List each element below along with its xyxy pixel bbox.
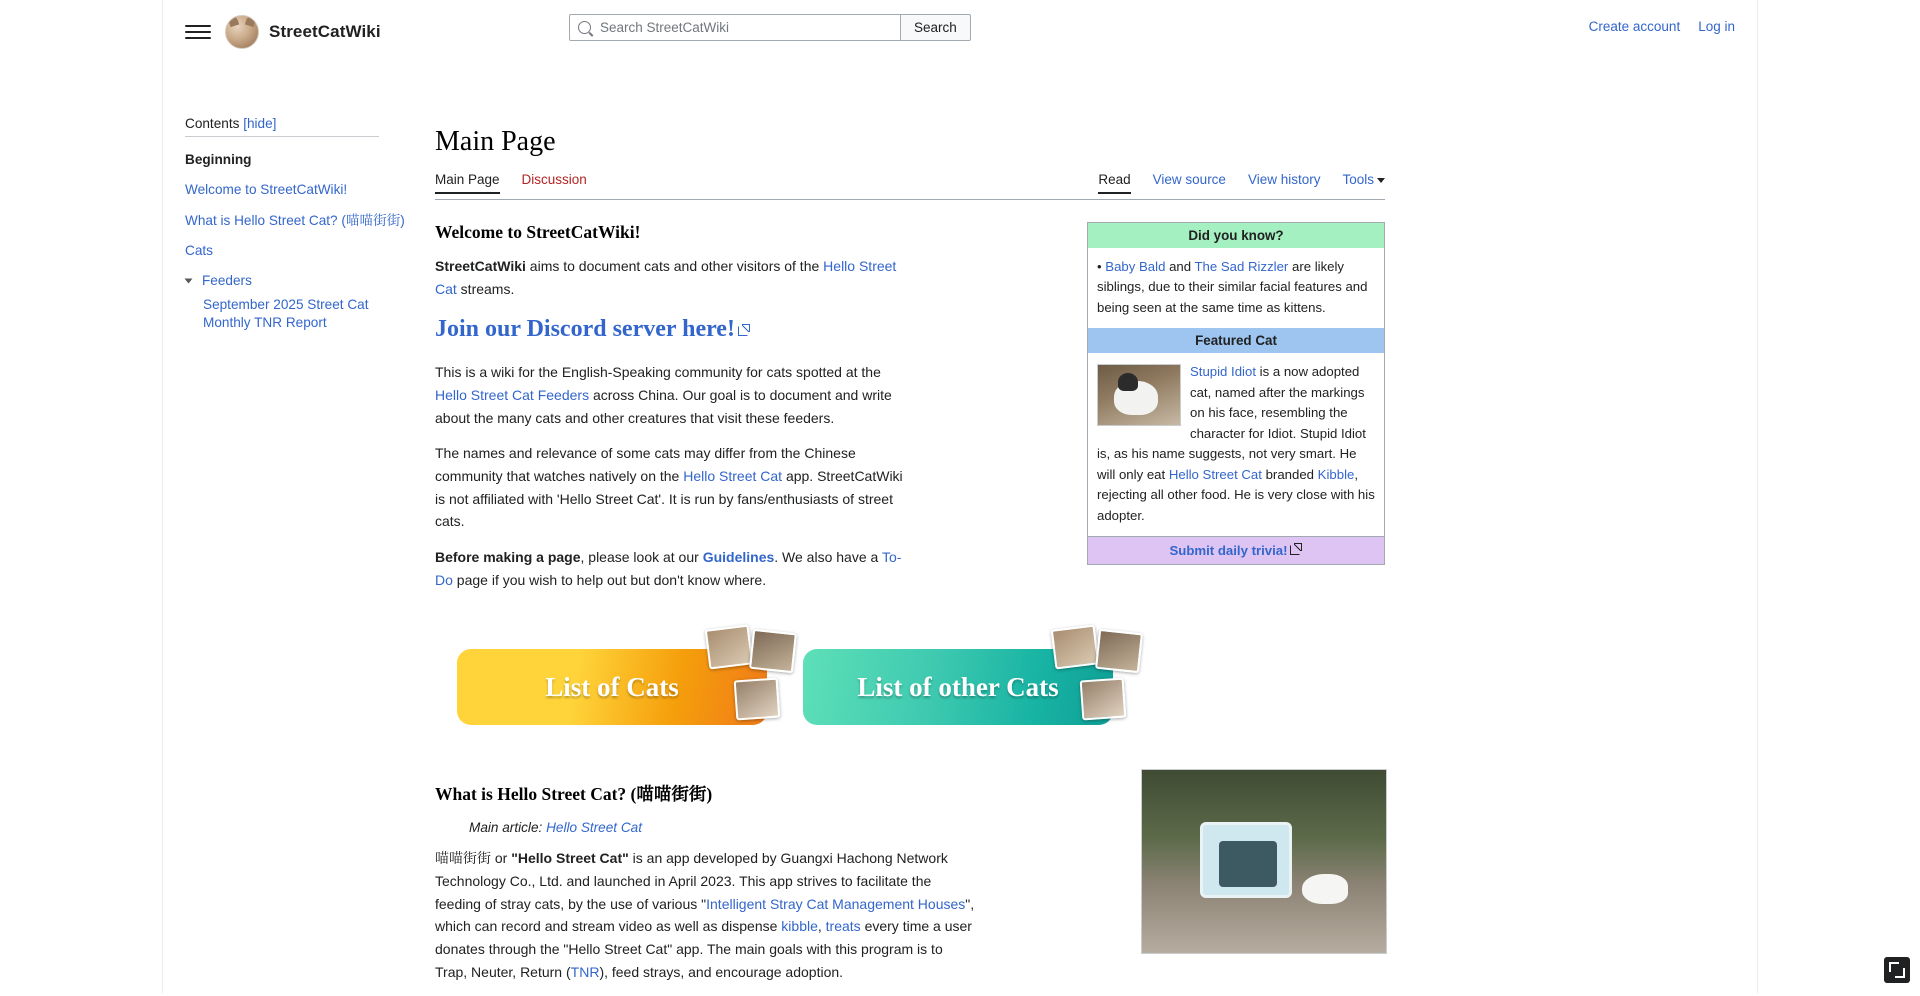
list-of-cats-label: List of Cats bbox=[545, 671, 679, 702]
lp-text-2: ", which can record and stream video as well as dispense bbox=[435, 895, 975, 935]
external-link-icon bbox=[738, 324, 750, 336]
toc-title: Contents bbox=[185, 116, 240, 131]
intro-text-1: aims to document cats and other visitors of the bbox=[525, 258, 824, 274]
paragraph-3 bbox=[435, 442, 905, 533]
p4-text-3: page if you wish to help out but don't know where. bbox=[452, 571, 767, 588]
lp-text-4: every time a user donates through the "Hello Street Cat" app. The main goals with this program is to Trap, Neuter, Return ( bbox=[435, 918, 972, 980]
featured-text-3: , rejecting all other food. He is very close with his adopter. bbox=[1097, 466, 1375, 523]
lp-bold-1: "Hello Street Cat" bbox=[511, 850, 629, 867]
did-you-know-body bbox=[1088, 248, 1384, 328]
intro-link-hsc[interactable]: Hello Street Cat bbox=[435, 258, 897, 297]
fullscreen-icon[interactable] bbox=[1884, 957, 1910, 983]
list-of-other-cats-label: List of other Cats bbox=[857, 671, 1059, 702]
welcome-heading: Welcome to StreetCatWiki! bbox=[435, 222, 641, 242]
lp-text-1: is an app developed by Guangxi Hachong Network Technology Co., Ltd. and launched in April 2023. This app strives to facilitate the feeding of stray cats, by the use of various " bbox=[435, 850, 948, 912]
toc-list bbox=[185, 145, 405, 343]
tab-main-page[interactable]: Main Page bbox=[435, 172, 500, 193]
lp-text-5: ), feed strays, and encourage adoption. bbox=[599, 963, 844, 980]
section-heading: What is Hello Street Cat? (喵喵街街) bbox=[435, 784, 713, 805]
chevron-down-icon bbox=[1377, 178, 1385, 183]
paragraph-2 bbox=[435, 361, 905, 429]
tools-label: Tools bbox=[1342, 172, 1374, 187]
did-you-know-header: Did you know? bbox=[1088, 223, 1384, 248]
article-left-column bbox=[435, 222, 905, 591]
article-body bbox=[435, 200, 1385, 983]
search-button[interactable]: Search bbox=[901, 14, 971, 41]
submit-trivia-link[interactable]: Submit daily trivia! bbox=[1169, 542, 1288, 558]
create-account-link[interactable]: Create account bbox=[1588, 19, 1681, 34]
toc-item-feeders[interactable] bbox=[185, 266, 405, 343]
lp-link-houses[interactable]: Intelligent Stray Cat Management Houses bbox=[706, 895, 966, 912]
submit-trivia-footer[interactable] bbox=[1088, 536, 1384, 564]
toc-item-welcome[interactable] bbox=[185, 175, 405, 205]
user-links bbox=[1589, 19, 1735, 34]
featured-text-1: is a now adopted cat, named after the markings on his face, resembling the character for Idiot. Stupid Idiot is, as his name suggests, not very smart. He will only eat bbox=[1097, 364, 1366, 482]
toc-item-cats[interactable] bbox=[185, 236, 405, 266]
p3-text-2: app. StreetCatWiki is not affiliated with 'Hello Street Cat'. It is run by fans/enthusiasts of street cats. bbox=[435, 468, 903, 530]
lower-paragraph bbox=[435, 847, 975, 983]
tools-dropdown[interactable] bbox=[1342, 172, 1385, 193]
p4-text-1: , please look at our bbox=[580, 549, 703, 566]
toc-header bbox=[185, 116, 379, 137]
list-of-cats-banner[interactable] bbox=[457, 649, 767, 725]
intro-bold: StreetCatWiki bbox=[435, 258, 526, 274]
dyk-link-sad-rizzler[interactable]: The Sad Rizzler bbox=[1194, 259, 1289, 274]
lp-text-3: , bbox=[817, 918, 826, 935]
site-logo[interactable] bbox=[225, 15, 381, 49]
chevron-down-icon[interactable] bbox=[185, 275, 196, 286]
p2-text-2: across China. Our goal is to document and write about the many cats and other creatures that visit these feeders. bbox=[435, 387, 892, 426]
tab-read[interactable]: Read bbox=[1098, 172, 1130, 193]
main-article-note bbox=[469, 820, 975, 835]
page-title: Main Page bbox=[435, 126, 556, 157]
tab-view-history[interactable]: View history bbox=[1247, 172, 1321, 187]
paragraph-4 bbox=[435, 546, 905, 591]
p2-link-feeders[interactable]: Hello Street Cat Feeders bbox=[435, 387, 590, 404]
view-tabs bbox=[1098, 172, 1385, 193]
hello-street-cat-section bbox=[435, 781, 1385, 983]
tab-discussion[interactable]: Discussion bbox=[521, 172, 587, 187]
toc-item-label[interactable]: What is Hello Street Cat? (喵喵街街) bbox=[185, 212, 405, 228]
cat-thumbnail bbox=[1095, 629, 1143, 673]
lp-link-kibble[interactable]: kibble bbox=[781, 918, 818, 935]
search-input[interactable] bbox=[598, 19, 892, 36]
cat-thumbnail bbox=[749, 629, 797, 673]
banner-photo-cluster bbox=[1047, 627, 1159, 745]
namespace-tabs bbox=[435, 172, 587, 193]
banner-photo-cluster bbox=[701, 627, 813, 745]
intro-text-2: streams. bbox=[456, 280, 515, 297]
tab-view-source[interactable]: View source bbox=[1152, 172, 1226, 187]
p3-text-1: The names and relevance of some cats may differ from the Chinese community that watches natively on the bbox=[435, 445, 856, 485]
login-link[interactable]: Log in bbox=[1698, 19, 1735, 34]
cat-shape bbox=[1302, 874, 1348, 904]
p4-link-guidelines[interactable]: Guidelines bbox=[702, 549, 775, 566]
featured-cat-photo bbox=[1097, 364, 1181, 426]
cat-logo-icon bbox=[225, 15, 259, 49]
toc-item-label[interactable]: Feeders bbox=[202, 273, 252, 289]
dyk-bullet: • bbox=[1097, 259, 1106, 274]
hamburger-icon[interactable] bbox=[185, 19, 211, 45]
cjk-name: 喵喵街街 bbox=[435, 850, 491, 867]
toc-hide-link[interactable]: [hide] bbox=[243, 116, 277, 131]
p2-text-1: This is a wiki for the English-Speaking community for cats spotted at the bbox=[435, 364, 881, 381]
lp-text-0: or bbox=[491, 850, 512, 867]
list-of-other-cats-banner[interactable] bbox=[803, 649, 1113, 725]
search-icon bbox=[578, 21, 591, 34]
dyk-text-1: and bbox=[1165, 259, 1195, 274]
external-link-icon bbox=[1290, 543, 1302, 555]
main-content bbox=[405, 64, 1415, 996]
search-box[interactable] bbox=[569, 14, 901, 41]
site-title: StreetCatWiki bbox=[269, 22, 381, 41]
toc-item-label[interactable]: Cats bbox=[185, 243, 213, 259]
page-body bbox=[163, 64, 1757, 996]
discord-heading[interactable] bbox=[435, 316, 905, 343]
toc-item-beginning[interactable] bbox=[185, 145, 405, 175]
site-header bbox=[163, 0, 1757, 64]
featured-link-kibble[interactable]: Kibble bbox=[1317, 466, 1355, 482]
p4-bold: Before making a page bbox=[435, 549, 581, 566]
toc-subitem-tnr-report[interactable] bbox=[203, 291, 405, 338]
dyk-text-2: are likely siblings, due to their similar facial features and being seen at the same time as kittens. bbox=[1097, 259, 1368, 315]
lp-link-tnr[interactable]: TNR bbox=[570, 963, 600, 980]
featured-cat-body bbox=[1088, 353, 1384, 536]
p4-link-todo[interactable]: To-Do bbox=[435, 549, 902, 588]
toc-item-label[interactable]: Welcome to StreetCatWiki! bbox=[185, 182, 348, 198]
cat-thumbnail bbox=[1051, 625, 1100, 670]
p4-text-2: . We also have a bbox=[774, 549, 882, 566]
infobox bbox=[1087, 222, 1385, 565]
main-article-link[interactable]: Hello Street Cat bbox=[546, 820, 643, 836]
featured-cat-header: Featured Cat bbox=[1088, 328, 1384, 353]
feeder-house-shape bbox=[1200, 822, 1292, 898]
lower-left-column bbox=[435, 781, 975, 983]
dyk-link-baby-bald[interactable]: Baby Bald bbox=[1105, 259, 1166, 274]
wiki-page-frame bbox=[162, 0, 1758, 993]
p3-link-hsc[interactable]: Hello Street Cat bbox=[683, 468, 783, 485]
banner-row bbox=[457, 649, 1385, 725]
featured-link-hsc[interactable]: Hello Street Cat bbox=[1168, 466, 1262, 482]
toc-sublist bbox=[185, 291, 405, 338]
tab-bar bbox=[435, 172, 1385, 200]
cat-thumbnail bbox=[1080, 678, 1127, 721]
discord-heading-label: Join our Discord server here! bbox=[435, 316, 735, 343]
intro-paragraph bbox=[435, 255, 905, 300]
toc-item-what-is-hello-street-cat[interactable] bbox=[185, 206, 405, 236]
cat-thumbnail bbox=[734, 678, 781, 721]
lp-link-treats[interactable]: treats bbox=[825, 918, 861, 935]
toc-item-label: Beginning bbox=[185, 152, 252, 167]
main-article-label: Main article: bbox=[469, 820, 547, 836]
table-of-contents bbox=[173, 64, 405, 996]
toc-subitem-label[interactable]: September 2025 Street Cat Monthly TNR Report bbox=[203, 296, 369, 331]
feeder-house-photo bbox=[1141, 769, 1387, 954]
cat-thumbnail bbox=[705, 625, 754, 670]
featured-text-2: branded bbox=[1261, 466, 1318, 482]
featured-cat-link[interactable]: Stupid Idiot bbox=[1190, 364, 1256, 380]
search-area bbox=[569, 14, 971, 41]
